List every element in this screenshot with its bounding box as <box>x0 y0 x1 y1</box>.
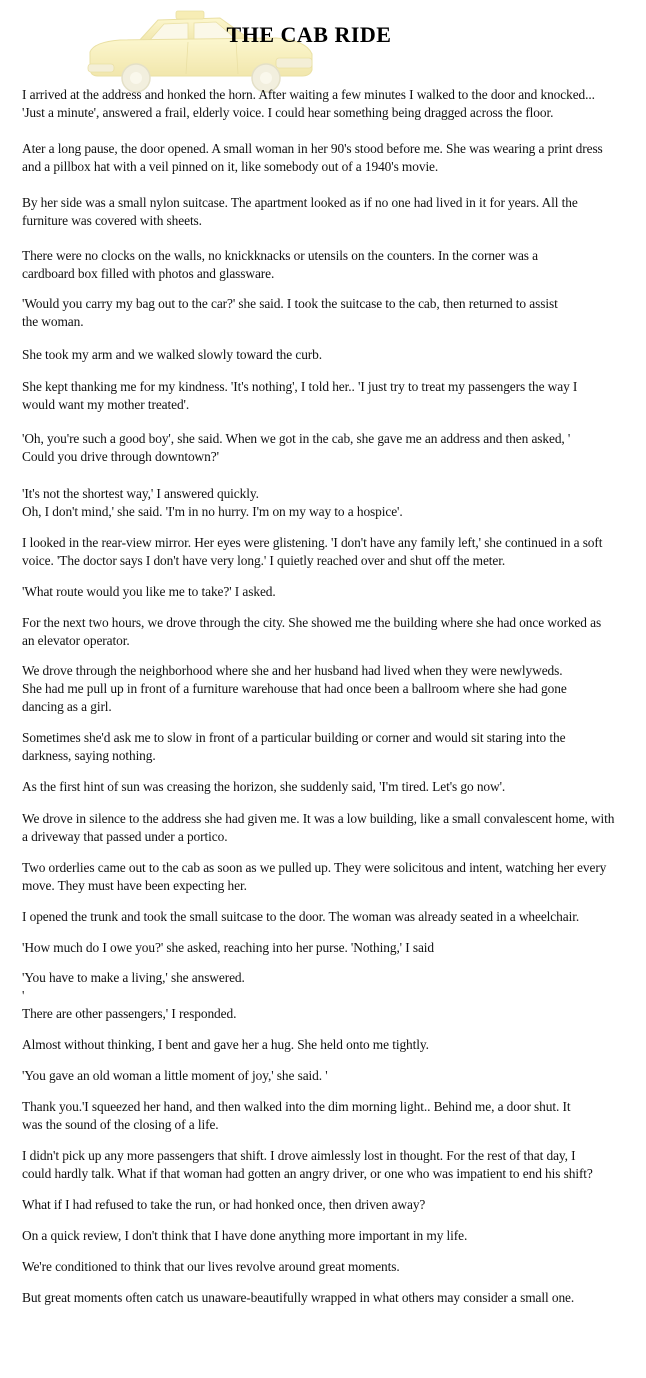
story-paragraph-20: 'You have to make a living,' she answered. ' There are other passengers,' I responded. <box>22 970 245 1021</box>
story-paragraph-14: Sometimes she'd ask me to slow in front of a particular building or corner and would sit staring into the darkness, saying nothing. <box>22 730 566 763</box>
story-paragraph-24: I didn't pick up any more passengers that shift. I drove aimlessly lost in thought. For the rest of that day, I could hardly talk. What if that woman had gotten an angry driver, or one who was impatient to end his shift? <box>22 1148 593 1181</box>
story-paragraph-7: She kept thanking me for my kindness. 'It's nothing', I told her.. 'I just try to treat my passengers the way I would want my mother treated'. <box>22 379 578 412</box>
story-paragraph-4: There were no clocks on the walls, no knickknacks or utensils on the counters. In the corner was a cardboard box filled with photos and glassware. <box>22 248 538 281</box>
story-paragraph-3: By her side was a small nylon suitcase. The apartment looked as if no one had lived in it for years. All the furniture was covered with sheets. <box>22 195 578 228</box>
story-paragraph-17: Two orderlies came out to the cab as soon as we pulled up. They were solicitous and intent, watching her every move. They must have been expecting her. <box>22 860 607 893</box>
story-paragraph-11: 'What route would you like me to take?' I asked. <box>22 584 276 599</box>
story-paragraph-25: What if I had refused to take the run, or had honked once, then driven away? <box>22 1197 426 1212</box>
story-body <box>22 86 628 1307</box>
story-paragraph-15: As the first hint of sun was creasing the horizon, she suddenly said, 'I'm tired. Let's go now'. <box>22 779 506 794</box>
story-paragraph-10: I looked in the rear-view mirror. Her eyes were glistening. 'I don't have any family left,' she continued in a soft voice. 'The doctor says I don't have very long.' I quietly reached over and shut off the meter. <box>22 535 603 568</box>
story-paragraph-12: For the next two hours, we drove through the city. She showed me the building where she had once worked as an elevator operator. <box>22 615 602 648</box>
page-title: THE CAB RIDE <box>226 22 392 47</box>
story-paragraph-5: 'Would you carry my bag out to the car?' she said. I took the suitcase to the cab, then returned to assist the woman. <box>22 296 558 329</box>
story-paragraph-13: We drove through the neighborhood where she and her husband had lived when they were newlyweds. She had me pull up in front of a furniture warehouse that had once been a ballroom where she had gone dancing as a girl. <box>22 663 567 714</box>
story-paragraph-16: We drove in silence to the address she had given me. It was a low building, like a small convalescent home, with a driveway that passed under a portico. <box>22 811 615 844</box>
story-paragraph-8: 'Oh, you're such a good boy', she said. When we got in the cab, she gave me an address and then asked, ' Could you drive through downtown?' <box>22 431 571 464</box>
story-paragraph-26: On a quick review, I don't think that I have done anything more important in my life. <box>22 1228 468 1243</box>
story-paragraph-19: 'How much do I owe you?' she asked, reaching into her purse. 'Nothing,' I said <box>22 940 435 955</box>
story-paragraph-6: She took my arm and we walked slowly toward the curb. <box>22 347 323 362</box>
story-paragraph-1: I arrived at the address and honked the horn. After waiting a few minutes I walked to the door and knocked... 'Just a minute', answered a frail, elderly voice. I could hear something being dragged across the floor. <box>22 87 595 120</box>
story-paragraph-27: We're conditioned to think that our lives revolve around great moments. <box>22 1259 400 1274</box>
story-paragraph-22: 'You gave an old woman a little moment of joy,' she said. ' <box>22 1068 328 1083</box>
story-paragraph-9: 'It's not the shortest way,' I answered quickly. Oh, I don't mind,' she said. 'I'm in no hurry. I'm on my way to a hospice'. <box>22 486 403 519</box>
story-paragraph-21: Almost without thinking, I bent and gave her a hug. She held onto me tightly. <box>22 1037 429 1052</box>
story-paragraph-23: Thank you.'I squeezed her hand, and then walked into the dim morning light.. Behind me, a door shut. It was the sound of the closing of a life. <box>22 1099 571 1132</box>
story-paragraph-2: Ater a long pause, the door opened. A small woman in her 90's stood before me. She was wearing a print dress and a pillbox hat with a veil pinned on it, like somebody out of a 1940's movie. <box>22 141 603 174</box>
story-paragraph-18: I opened the trunk and took the small suitcase to the door. The woman was already seated in a wheelchair. <box>22 909 580 924</box>
story-paragraph-28: But great moments often catch us unaware-beautifully wrapped in what others may consider a small one. <box>22 1290 575 1305</box>
